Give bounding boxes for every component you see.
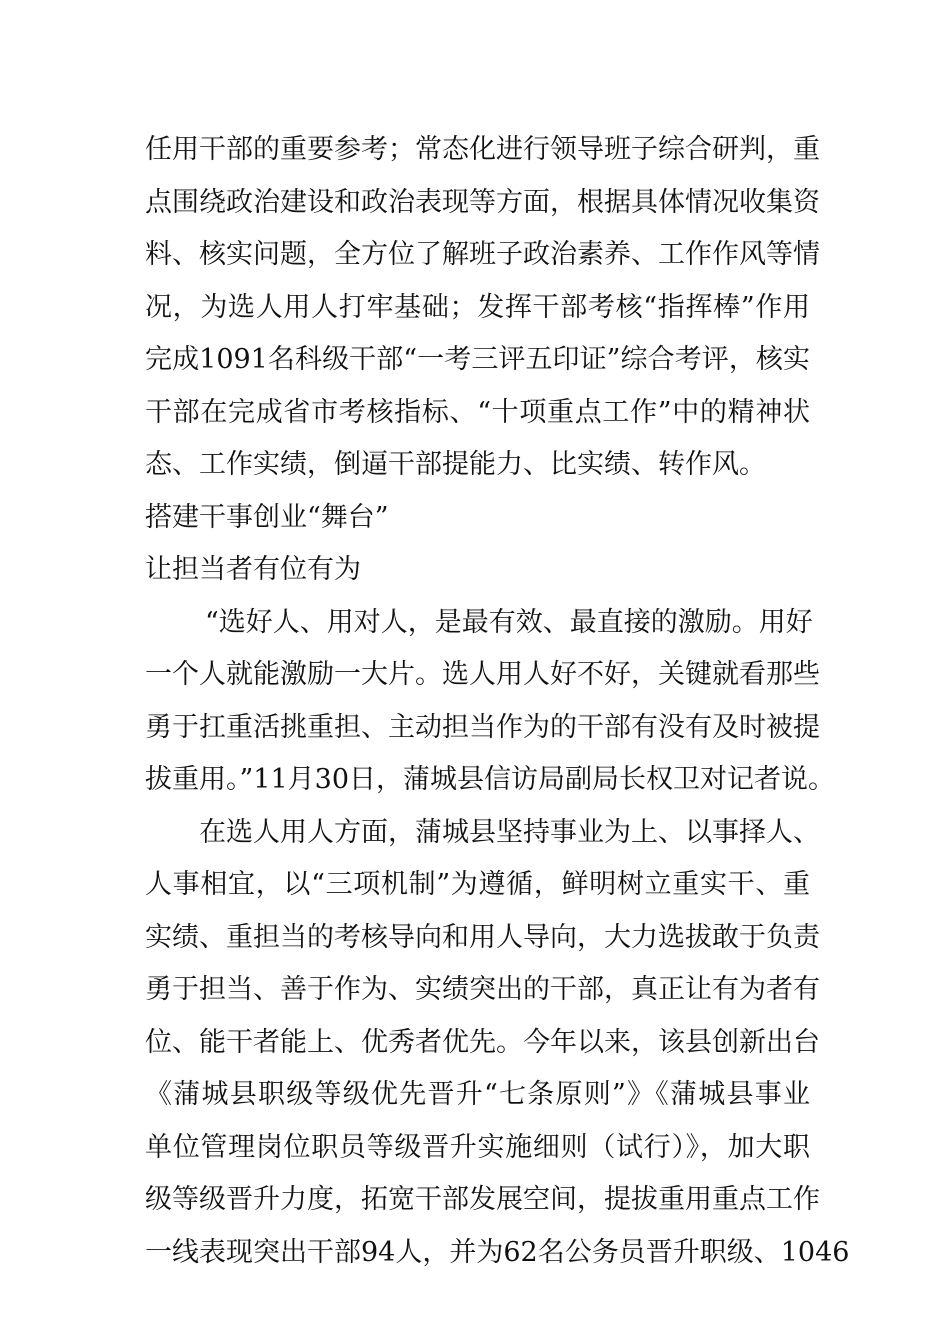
document-body: [145, 124, 850, 1279]
paragraph-line: 一个人就能激励一大片。选人用人好不好，关键就看那些: [145, 659, 820, 690]
section-heading: 让担当者有位有为: [145, 554, 361, 585]
paragraph-line: 一线表现突出干部94人，并为62名公务员晋升职级、1046: [145, 1236, 850, 1268]
paragraph-line: 料、核实问题，全方位了解班子政治素养、工作作风等情: [145, 239, 820, 270]
paragraph-line: 人事相宜，以“三项机制”为遵循，鲜明树立重实干、重: [145, 869, 810, 900]
paragraph-line: 级等级晋升力度，拓宽干部发展空间，提拔重用重点工作: [145, 1184, 820, 1215]
section-heading: 搭建干事创业“舞台”: [145, 501, 389, 533]
paragraph-line: 态、工作实绩，倒逼干部提能力、比实绩、转作风。: [145, 449, 766, 480]
paragraph-line: 勇于扛重活挑重担、主动担当作为的干部有没有及时被提: [145, 711, 820, 743]
paragraph-line: 干部在完成省市考核指标、“十项重点工作”中的精神状: [145, 396, 810, 428]
paragraph-line: 《蒲城县职级等级优先晋升“七条原则”》《蒲城县事业: [145, 1079, 810, 1110]
paragraph-line: 完成1091名科级干部“一考三评五印证”综合考评，核实: [145, 344, 810, 375]
paragraph-line: 拔重用。”11月30日，蒲城县信访局副局长权卫对记者说。: [145, 764, 836, 795]
paragraph-line: 况，为选人用人打牢基础；发挥干部考核“指挥棒”作用: [145, 291, 810, 323]
paragraph-line: 位、能干者能上、优秀者优先。今年以来，该县创新出台: [145, 1026, 820, 1058]
paragraph-line: “选好人、用对人，是最有效、最直接的激励。用好: [205, 606, 813, 638]
paragraph-line: 勇于担当、善于作为、实绩突出的干部，真正让有为者有: [145, 974, 820, 1005]
paragraph-line: 实绩、重担当的考核导向和用人导向，大力选拔敢于负责: [145, 921, 820, 953]
paragraph-line: 单位管理岗位职员等级晋升实施细则（试行）》，加大职: [145, 1131, 810, 1163]
paragraph-line: 点围绕政治建设和政治表现等方面，根据具体情况收集资: [145, 186, 820, 218]
paragraph-line: 任用干部的重要参考；常态化进行领导班子综合研判，重: [145, 134, 820, 165]
paragraph-line: 在选人用人方面，蒲城县坚持事业为上、以事择人、: [199, 816, 820, 848]
